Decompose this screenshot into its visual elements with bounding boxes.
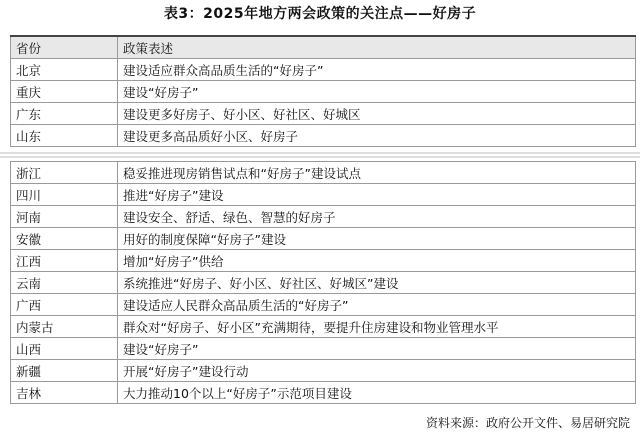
cell-policy: 稳妥推进现房销售试点和“好房子”建设试点	[118, 162, 636, 184]
table-header-row	[11, 36, 636, 59]
policy-table-top	[10, 35, 636, 147]
header-province: 省份	[11, 36, 118, 59]
cell-province: 北京	[11, 59, 118, 81]
cell-policy: 建设更多高品质好小区、好房子	[118, 125, 636, 147]
table-row	[11, 294, 636, 316]
cell-policy: 系统推进“好房子、好小区、好社区、好城区”建设	[118, 272, 636, 294]
cell-province: 山西	[11, 338, 118, 360]
table-row	[11, 184, 636, 206]
cell-policy: 增加“好房子”供给	[118, 250, 636, 272]
table-row	[11, 338, 636, 360]
policy-table-bottom	[10, 161, 636, 404]
table-row	[11, 125, 636, 147]
cell-policy: 建设“好房子”	[118, 338, 636, 360]
cell-province: 浙江	[11, 162, 118, 184]
cell-province: 吉林	[11, 382, 118, 404]
cell-policy: 推进“好房子”建设	[118, 184, 636, 206]
cell-province: 广东	[11, 103, 118, 125]
cell-province: 安徽	[11, 228, 118, 250]
cell-policy: 群众对“好房子、好小区”充满期待，要提升住房建设和物业管理水平	[118, 316, 636, 338]
table-row	[11, 162, 636, 184]
table-row	[11, 360, 636, 382]
table-row	[11, 103, 636, 125]
table-row	[11, 228, 636, 250]
cell-policy: 建设安全、舒适、绿色、智慧的好房子	[118, 206, 636, 228]
cell-province: 江西	[11, 250, 118, 272]
table-title: 表3：2025年地方两会政策的关注点——好房子	[163, 6, 477, 22]
cell-province: 广西	[11, 294, 118, 316]
cell-province: 新疆	[11, 360, 118, 382]
header-policy: 政策表述	[118, 36, 636, 59]
cell-policy: 建设适应群众高品质生活的“好房子”	[118, 59, 636, 81]
table-row	[11, 382, 636, 404]
cell-province: 山东	[11, 125, 118, 147]
table-row	[11, 59, 636, 81]
cell-province: 内蒙古	[11, 316, 118, 338]
table-row	[11, 81, 636, 103]
cell-province: 重庆	[11, 81, 118, 103]
cell-policy: 建设“好房子”	[118, 81, 636, 103]
cell-policy: 用好的制度保障“好房子”建设	[118, 228, 636, 250]
page-break-divider	[0, 151, 640, 159]
table-row	[11, 250, 636, 272]
cell-policy: 开展“好房子”建设行动	[118, 360, 636, 382]
source-note: 资料来源：政府公开文件、易居研究院	[425, 416, 630, 430]
cell-province: 河南	[11, 206, 118, 228]
cell-province: 四川	[11, 184, 118, 206]
table-row	[11, 316, 636, 338]
cell-policy: 建设适应人民群众高品质生活的“好房子”	[118, 294, 636, 316]
cell-policy: 大力推动10个以上“好房子”示范项目建设	[118, 382, 636, 404]
table-row	[11, 206, 636, 228]
cell-province: 云南	[11, 272, 118, 294]
table-row	[11, 272, 636, 294]
cell-policy: 建设更多好房子、好小区、好社区、好城区	[118, 103, 636, 125]
